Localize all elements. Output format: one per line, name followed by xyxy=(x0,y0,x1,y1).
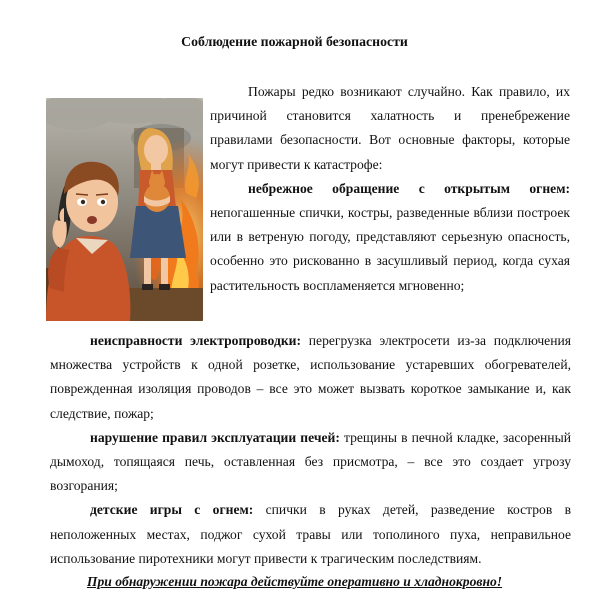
factor-text: трещины в печной кладке, засоренный дымоход, топящаяся печь, оставленная без присмотра, – все это создает угрозу возгорания; xyxy=(50,429,571,494)
illustration-svg xyxy=(46,98,203,321)
factor-text: перегрузка электросети из-за подключения множества устройств к одной розетке, использование устаревших обогревателей, поврежденная изоляция проводов – все это может вызвать короткое замыкание и, как следствие, пожар; xyxy=(50,333,571,421)
intro-column xyxy=(210,80,570,298)
factor-children xyxy=(50,498,571,571)
factor-stoves xyxy=(50,426,571,499)
factor-text: непогашенные спички, костры, разведенные вблизи построек или в ветреную погоду, представляют серьезную опасность, особенно это рискованно в засушливый период, когда сухая растительность воспламеняется мгновенно; xyxy=(210,205,570,293)
factor-lead: нарушение правил эксплуатации печей: xyxy=(90,429,340,445)
factor-open-fire xyxy=(210,177,570,298)
closing-statement: При обнаружении пожара действуйте оперативно и хладнокровно! xyxy=(86,574,503,589)
factor-text: спички в руках детей, разведение костров в неположенных местах, поджог сухой травы или тополиного пуха, неправильное использование пиротехники могут привести к трагическим последствиям. xyxy=(50,502,572,566)
factors-block xyxy=(50,329,571,571)
fire-safety-illustration xyxy=(46,98,203,321)
factor-lead: детские игры с огнем: xyxy=(90,502,254,518)
factor-lead: неисправности электропроводки: xyxy=(90,333,302,348)
factor-wiring xyxy=(50,329,571,426)
document-title: Соблюдение пожарной безопасности xyxy=(181,34,408,49)
intro-paragraph: Пожары редко возникают случайно. Как правило, их причиной становится халатность и пренебрежение правилами безопасности. Вот основные факторы, которые могут привести к катастрофе: xyxy=(210,84,570,172)
factor-lead: небрежное обращение с открытым огнем: xyxy=(248,180,570,196)
